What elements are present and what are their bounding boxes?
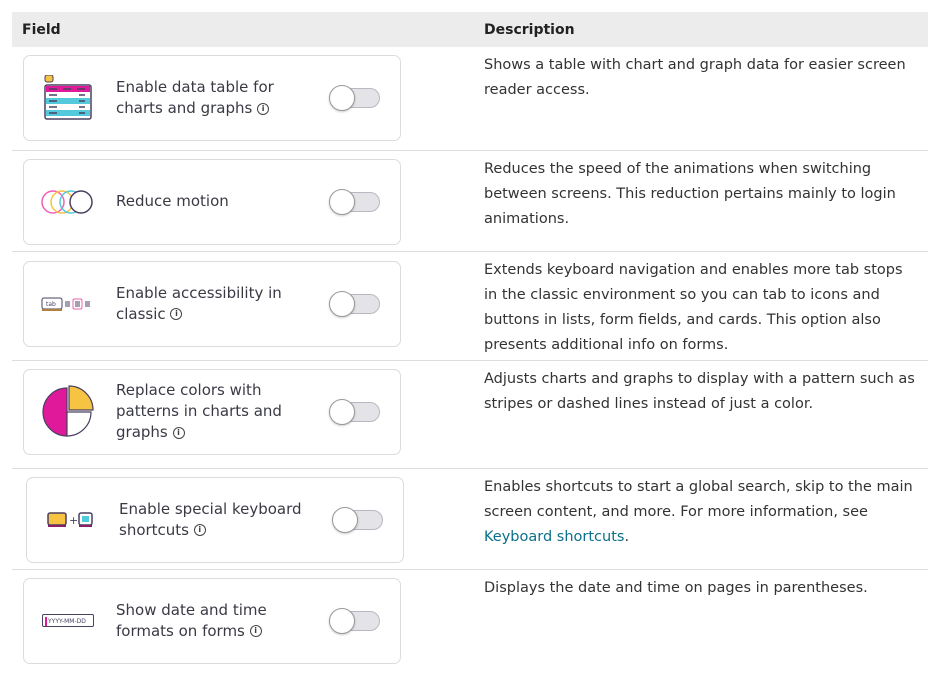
tab-stops-icon <box>32 296 104 312</box>
setting-card <box>23 369 401 455</box>
description: Displays the date and time on pages in parentheses. <box>484 579 868 596</box>
toggle-switch[interactable] <box>333 510 383 530</box>
toggle-switch[interactable] <box>330 192 380 212</box>
info-icon[interactable]: i <box>250 625 262 637</box>
field-header: Field <box>12 12 468 47</box>
overlapping-circles-icon <box>32 188 104 216</box>
date-format-icon <box>32 614 104 627</box>
info-icon[interactable]: i <box>194 524 206 536</box>
settings-table <box>12 12 928 671</box>
table-row <box>12 569 928 671</box>
setting-card <box>23 578 401 664</box>
setting-label: Show date and time formats on forms <box>116 600 267 640</box>
svg-text:+: + <box>69 513 79 527</box>
info-icon[interactable]: i <box>257 103 269 115</box>
info-icon[interactable]: i <box>173 427 185 439</box>
toggle-switch[interactable] <box>330 402 380 422</box>
keyboard-shortcuts-link[interactable]: Keyboard shortcuts <box>484 528 625 545</box>
setting-label: Reduce motion <box>116 192 229 210</box>
description: Reduces the speed of the animations when switching between screens. This reduction pertains mainly to login animations. <box>468 150 928 251</box>
description <box>468 468 928 569</box>
setting-label: Enable accessibility in classic <box>116 283 282 323</box>
table-row <box>12 47 928 150</box>
description-end: . <box>624 528 630 545</box>
keyboard-shortcut-icon <box>35 511 107 529</box>
date-format-text: YYYY-MM-DD <box>48 618 86 625</box>
table-row <box>12 251 928 360</box>
description-header: Description <box>468 12 928 47</box>
description: Extends keyboard navigation and enables more tab stops in the classic environment so you can tab to icons and buttons in lists, form fields, and cards. This option also presents additional info on forms. <box>468 251 928 360</box>
toggle-switch[interactable] <box>330 88 380 108</box>
table-row <box>12 360 928 468</box>
pie-chart-icon <box>32 385 104 439</box>
table-row <box>12 468 928 569</box>
setting-card <box>23 261 401 347</box>
toggle-switch[interactable] <box>330 611 380 631</box>
table-row <box>12 150 928 251</box>
setting-card <box>26 477 404 563</box>
info-icon[interactable]: i <box>170 308 182 320</box>
description: Shows a table with chart and graph data for easier screen reader access. <box>468 47 928 150</box>
description: Adjusts charts and graphs to display with a pattern such as stripes or dashed lines instead of just a color. <box>468 360 928 468</box>
data-table-icon <box>32 75 104 121</box>
setting-label: Replace colors with patterns in charts and graphs <box>116 381 282 441</box>
setting-label: Enable data table for charts and graphs <box>116 78 274 117</box>
toggle-switch[interactable] <box>330 294 380 314</box>
setting-card <box>23 159 401 245</box>
svg-text:tab: tab <box>46 300 56 308</box>
setting-card <box>23 55 401 141</box>
description-text: Enables shortcuts to start a global search, skip to the main screen content, and more. For more information, see <box>484 478 913 520</box>
setting-label: Enable special keyboard shortcuts <box>119 499 302 539</box>
